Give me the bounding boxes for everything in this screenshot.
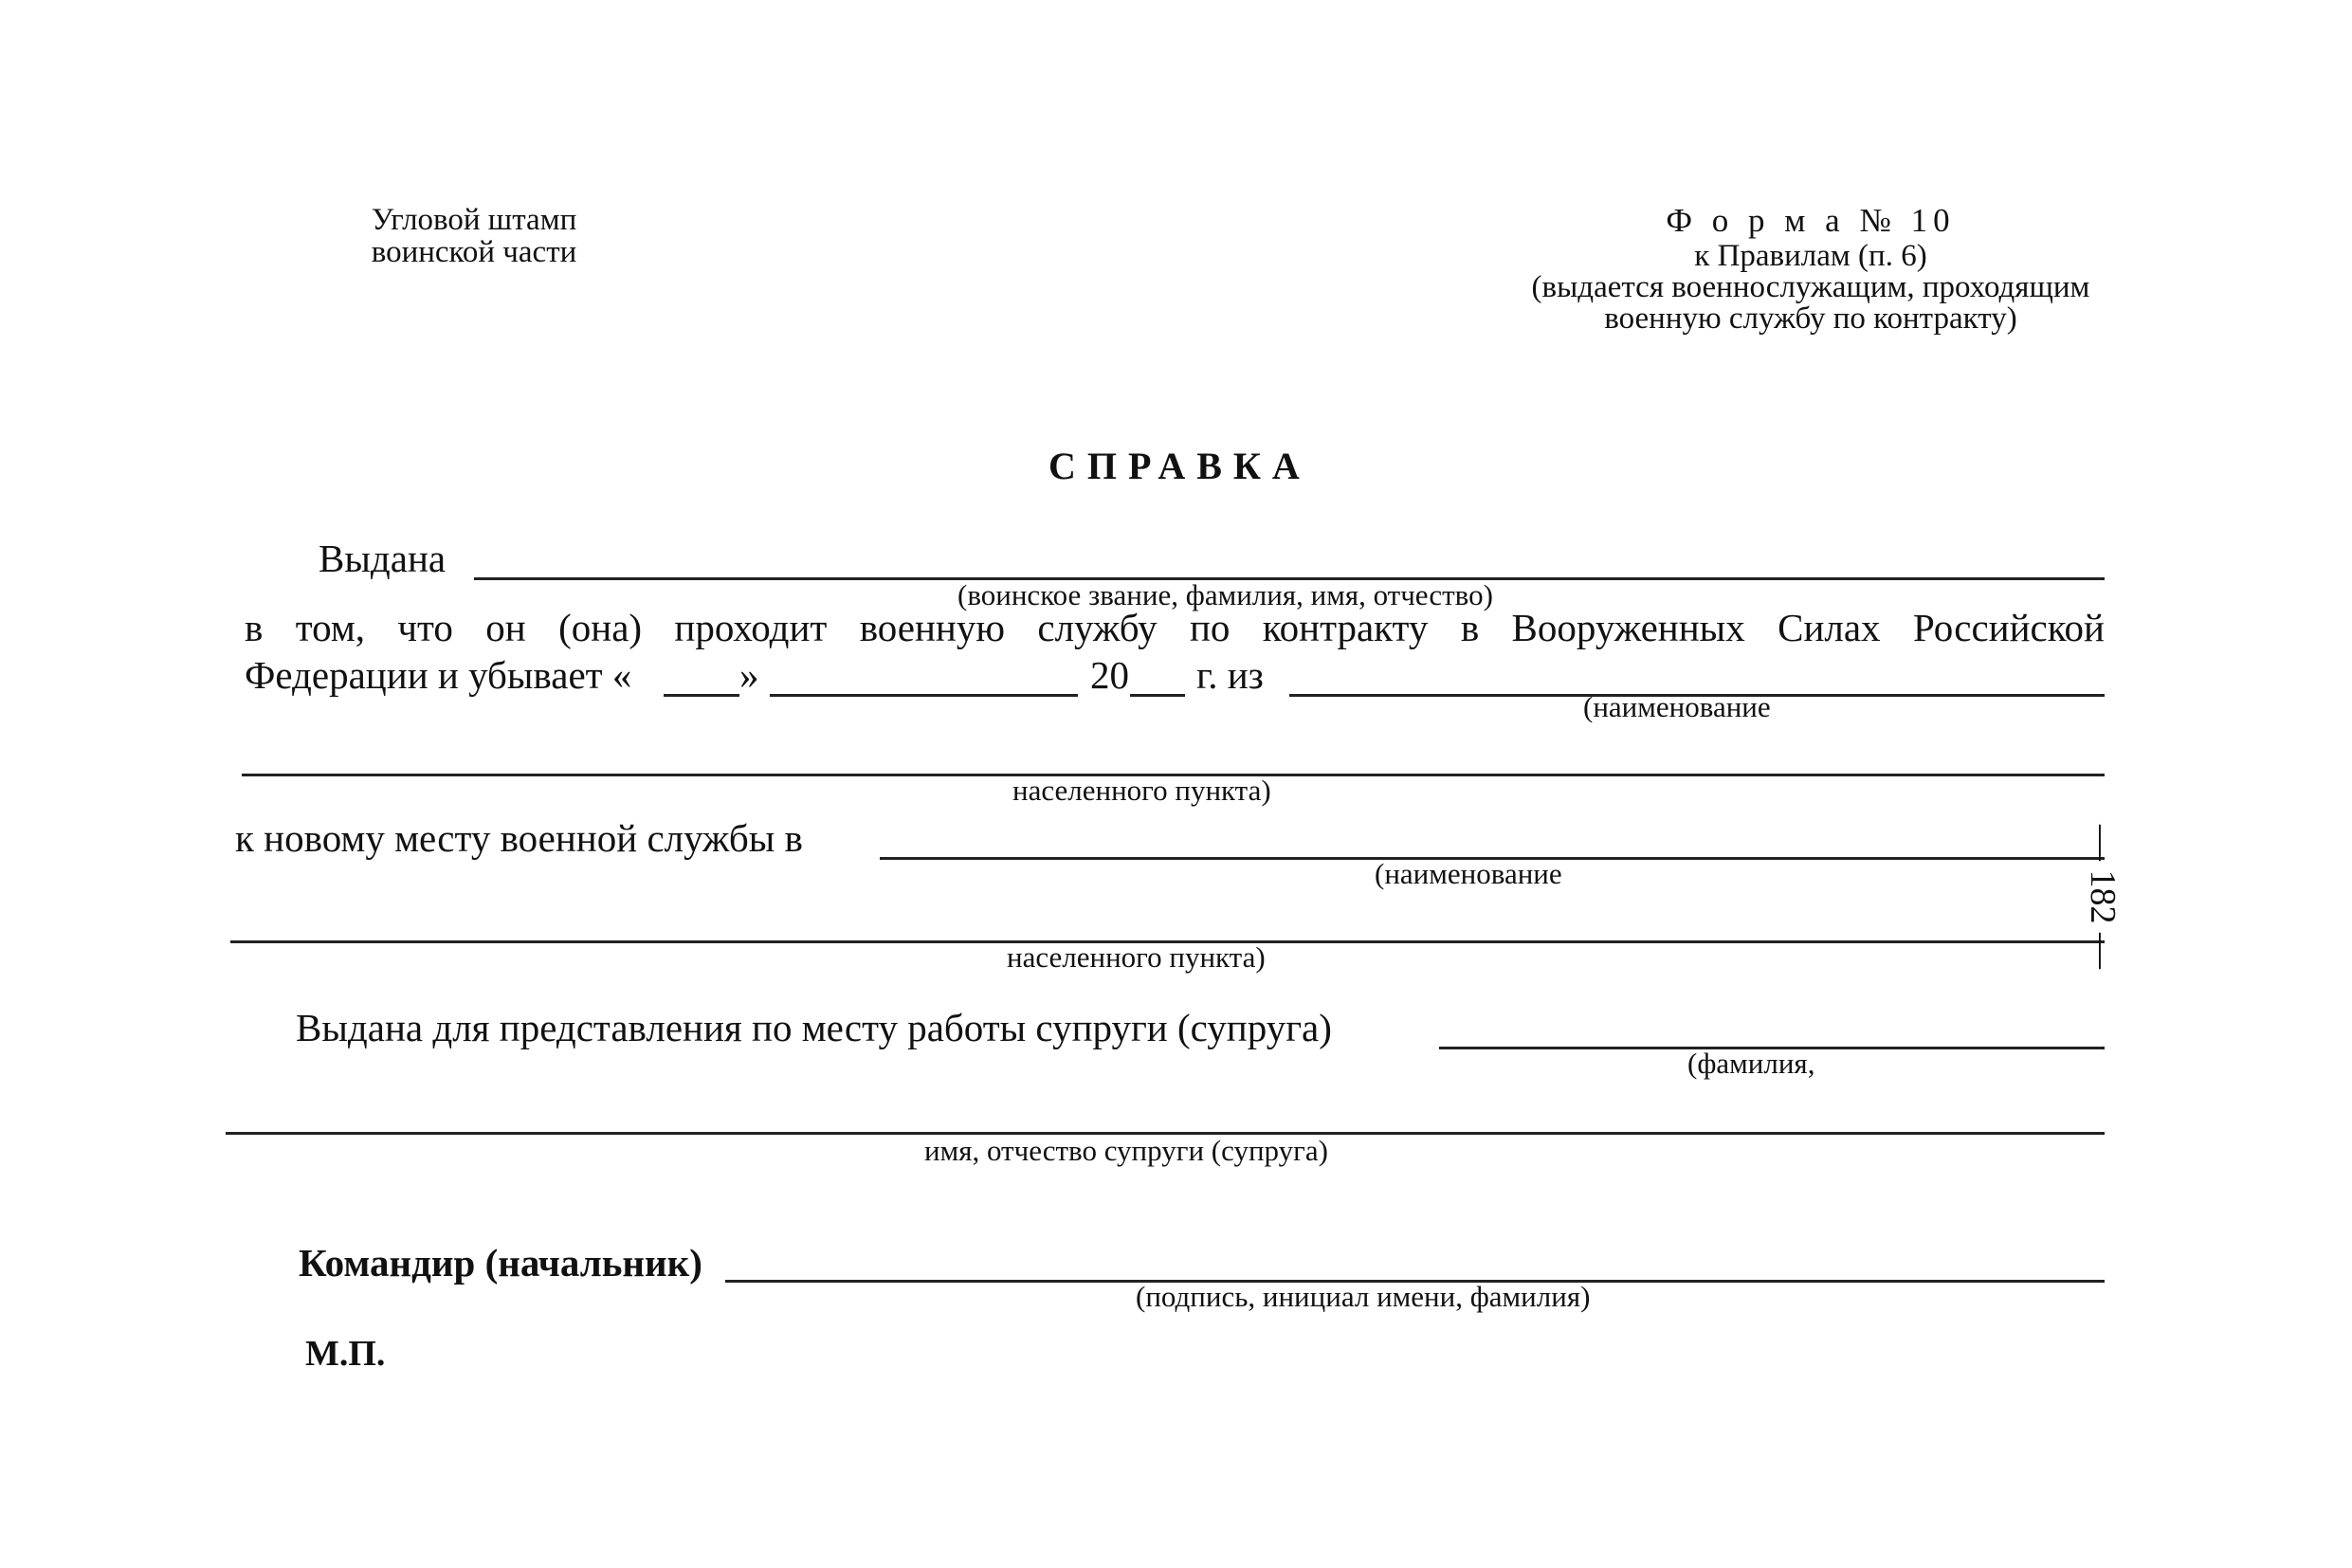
form-header	[1479, 201, 2142, 335]
leaves-prefix: Федерации и убывает «	[245, 653, 632, 697]
stamp-line-1: Угловой штамп	[371, 203, 577, 237]
commander-hint: (подпись, инициал имени, фамилия)	[1136, 1280, 1591, 1313]
day-field[interactable]	[664, 694, 739, 697]
new-place-label: к новому месту военной службы в	[235, 816, 803, 860]
issued-field-hint: (воинское звание, фамилия, имя, отчество)	[957, 578, 1493, 611]
stamp-line-2: воинской части	[371, 235, 577, 269]
service-statement: в том, что он (она) проходит военную службу по контракту в Вооруженных Силах Российской	[245, 606, 2105, 649]
origin-hint-2: населенного пункта)	[1012, 774, 1271, 807]
spouse-label: Выдана для представления по месту работы супруги (супруга)	[296, 1006, 1332, 1049]
new-place-hint-1: (наименование	[1375, 857, 1562, 890]
corner-stamp-block	[284, 204, 664, 268]
year-prefix: 20	[1090, 653, 1129, 697]
month-field[interactable]	[770, 694, 1078, 697]
form-note-line-2: военную службу по контракту)	[1604, 301, 2017, 336]
spouse-hint-1: (фамилия,	[1687, 1047, 1815, 1080]
issued-label: Выдана	[319, 537, 447, 580]
year-field[interactable]	[1130, 694, 1185, 697]
form-rules-ref: к Правилам (п. 6)	[1694, 239, 1927, 273]
commander-label: Командир (начальник)	[299, 1241, 702, 1285]
form-number: Ф о р м а № 10	[1666, 202, 1956, 239]
form-note-line-1: (выдается военнослужащим, проходящим	[1531, 270, 2090, 304]
seal-place: М.П.	[305, 1334, 386, 1374]
new-place-hint-2: населенного пункта)	[1007, 940, 1266, 974]
origin-hint-1: (наименование	[1583, 690, 1771, 723]
quote-close: »	[739, 653, 759, 697]
page-number: — 182 —	[2083, 825, 2123, 969]
year-suffix: г. из	[1196, 653, 1264, 697]
spouse-hint-2: имя, отчество супруги (супруга)	[924, 1134, 1328, 1167]
document-title: СПРАВКА	[1048, 445, 1311, 487]
